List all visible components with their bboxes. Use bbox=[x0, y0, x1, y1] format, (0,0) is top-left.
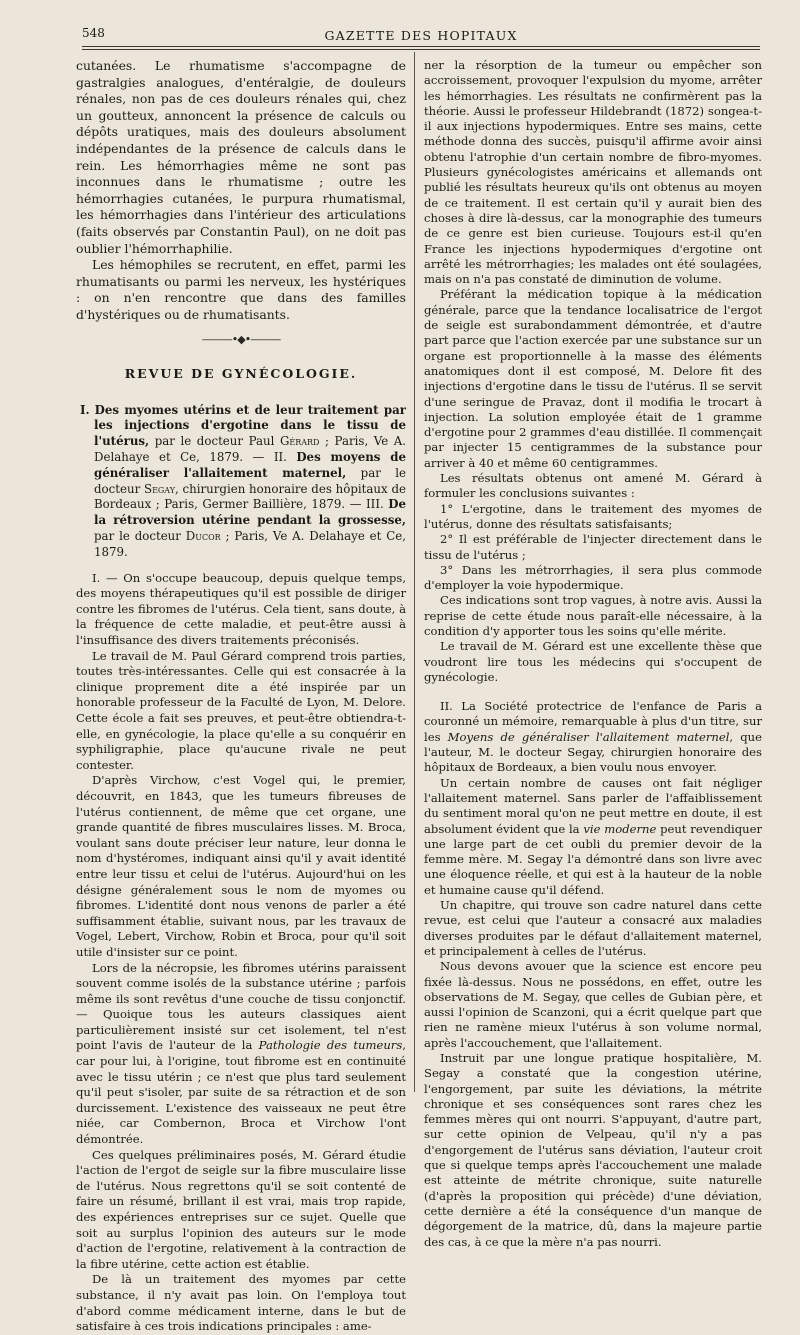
paragraph bbox=[424, 776, 762, 898]
paragraph-text: Lors de la nécropsie, les fibromes utérins paraissent souvent comme isolés de la substance utérine ; parfois même ils sont revêtus d'une couche de tissu conjonctif. — Quoique tous les auteurs classiques aient particulièrement insisté sur cet isolement, tel n'est point l'avis de l'auteur de la bbox=[76, 960, 406, 1053]
paragraph: Préférant la médication topique à la médication générale, parce que la tendance localisatrice de l'ergot de seigle est surabondamment démontrée, et d'autre part parce que l'action exercée par une substance sur un organe est proportionnelle à la masse des éléments anatomiques dont il est composé, M. Delore fit des injections d'ergotine dans le tissu de l'utérus. Il se servit d'une seringue de Pravaz, dont il modifia le trocart à injection. La solution employée était de 1 gramme d'ergotine pour 2 grammes d'eau distillée. Il commençait par injecter 15 centigrammes de la substance pour arriver à 40 et même 60 centigrammes. bbox=[424, 287, 762, 470]
section-gap bbox=[424, 685, 762, 699]
paragraph: Les résultats obtenus ont amené M. Gérard à formuler les conclusions suivantes : bbox=[424, 471, 762, 501]
ref-author: Gérard bbox=[279, 434, 320, 449]
paragraph-text: Un certain nombre de causes ont fait négliger l'allaitement maternel. Sans parler de l'affaiblissement du sentiment moral qu'on ne peut mettre en doute, il est absolument évident que la bbox=[424, 775, 762, 836]
paragraph-text: , que l'auteur, M. le docteur Segay, chirurgien honoraire des hôpitaux de Bordeaux, a bien voulu nous envoyer. bbox=[424, 729, 762, 775]
ref-text: par le docteur Paul bbox=[149, 434, 280, 449]
paragraph: Instruit par une longue pratique hospitalière, M. Segay a constaté que la congestion utérine, l'engorgement, par suite les déviations, la métrite chronique et ses conséquences sont rares chez les femmes mères qui ont nourri. S'appuyant, d'autre part, sur cette opinion de Velpeau, qu'il n'y a pas d'engorgement de l'utérus sans déviation, l'auteur croit que si quelque temps après l'accouchement une malade est atteinte de métrite chronique, suite naturelle (d'après la proposition qui précède) d'une déviation, cette dernière a été la conséquence d'un manque de dégorgement de la matrice, dû, dans la majeure partie des cas, à ce que la mère n'a pas nourri. bbox=[424, 1051, 762, 1249]
page-number: 548 bbox=[82, 26, 105, 40]
conclusion-item: 3° Dans les métrorrhagies, il sera plus commode d'employer la voie hypodermique. bbox=[424, 562, 762, 593]
paragraph: Un chapitre, qui trouve son cadre naturel dans cette revue, est celui que l'auteur a consacré aux maladies diverses produites par le défaut d'allaitement maternel, et principalement à celles de l'utérus. bbox=[424, 898, 762, 958]
section-title: REVUE DE GYNÉCOLOGIE. bbox=[124, 366, 358, 382]
paragraph: cutanées. Le rhumatisme s'accompagne de gastralgies analogues, d'entéralgie, de douleurs rénales, non pas de ces douleurs rénales qui, chez un goutteux, annoncent la présence de calculs ou dépôts uratiques, mais des douleurs absolument indépendantes de la présence de calculs dans le rein. Les hémorrhagies même ne sont pas inconnues dans le rhumatisme ; outre les hémorrhagies cutanées, le purpura rhumatismal, les hémorrhagies dans l'intérieur des articulations (faits observés par Constantin Paul), on ne doit pas oublier l'hémorrhaphilie. bbox=[76, 58, 406, 256]
ref-author: Segay bbox=[143, 481, 176, 496]
book-title: Pathologie des tumeurs bbox=[258, 1038, 403, 1053]
conclusion-item: 1° L'ergotine, dans le traitement des myomes de l'utérus, donne des résultats satisfaisants; bbox=[424, 501, 762, 531]
book-title: Moyens de généraliser l'allaitement maternel bbox=[447, 729, 730, 744]
paragraph: De là un traitement des myomes par cette substance, il n'y avait pas loin. On l'employa tout d'abord comme médicament interne, dans le but de satisfaire à ces trois indications principales : ame- bbox=[76, 1272, 406, 1334]
paragraph: Le travail de M. Paul Gérard comprend trois parties, toutes très-intéressantes. Celle qui est consacrée à la clinique proprement dite a été inspirée par un honorable professeur de la Faculté de Lyon, M. Delore. Cette école a fait ses preuves, et peut-être obtiendra-t-elle, en gynécologie, la place qu'elle a su conquérir en syphiligraphie, place qu'aucune rivale ne peut contester. bbox=[76, 648, 406, 772]
paragraph: Nous devons avouer que la science est encore peu fixée là-dessus. Nous ne possédons, en effet, outre les observations de M. Segay, que celles de Gubian père, et aussi l'opinion de Scanzoni, qui a écrit quelque part que rien ne ramène mieux l'utérus à son volume normal, après l'accouchement, que l'allaitement. bbox=[424, 959, 762, 1050]
ref-title: De la rétroversion utérine pendant la grossesse, bbox=[94, 497, 406, 528]
journal-title: GAZETTE DES HOPITAUX bbox=[324, 28, 518, 43]
header-rule-top bbox=[82, 46, 760, 47]
page-header bbox=[82, 24, 760, 44]
right-column bbox=[424, 58, 762, 1250]
paragraph-text: II. La Société protectrice de l'enfance de Paris a couronné un mémoire, remarquable à plus d'un titre, sur les bbox=[424, 699, 762, 744]
ref-number: II. bbox=[273, 450, 297, 465]
ref-publisher: , chirurgien honoraire des hôpitaux de Bordeaux ; Paris, Germer Baillière, 1879. — bbox=[94, 481, 406, 512]
ref-text: par le docteur bbox=[94, 465, 407, 496]
header-rule-bottom bbox=[82, 49, 760, 50]
emphasis: vie moderne bbox=[583, 821, 657, 836]
ref-publisher: ; Paris, Ve A. Delahaye et Ce, 1879. — bbox=[94, 434, 406, 465]
ref-author: Ducor bbox=[185, 529, 221, 544]
paragraph: ner la résorption de la tumeur ou empêcher son accroissement, provoquer l'expulsion du myome, arrêter les hémorrhagies. Les résultats ne confirmèrent pas la théorie. Aussi le professeur Hildebrandt (1872) songea-t-il aux injections hypodermiques. Entre ses mains, cette méthode donna des succès, puisqu'il affirme avoir ainsi obtenu l'atrophie d'un certain nombre de fibro-myomes. Plusieurs gynécologistes américains et allemands ont publié les résultats heureux qu'ils ont obtenus au moyen de ce traitement. Il est certain qu'il y aurait bien des choses à dire là-dessus, car la monographie des tumeurs de ce genre est bien curieuse. Toujours est-il qu'en France les injections hypodermiques d'ergotine ont arrêté les métrorrhagies; les malades ont été soulagées, mais on n'a pas constaté de diminution de volume. bbox=[424, 58, 762, 287]
conclusion-item: 2° Il est préférable de l'injecter directement dans le tissu de l'utérus ; bbox=[424, 532, 762, 562]
paragraph: I. — On s'occupe beaucoup, depuis quelque temps, des moyens thérapeutiques qu'il est possible de diriger contre les fibromes de l'utérus. Cela tient, sans doute, à la fréquence de cette maladie, et peut-être aussi à l'insuffisance des divers traitements préconisés. bbox=[76, 570, 406, 648]
bibliography-references bbox=[76, 403, 406, 561]
ornament-separator: ———•◆•——— bbox=[201, 332, 281, 346]
paragraph bbox=[76, 961, 406, 1148]
paragraph: Les hémophiles se recrutent, en effet, parmi les rhumatisants ou parmi les nerveux, les hystériques : on n'en rencontre que dans des familles d'hystériques ou de rhumatisants. bbox=[76, 257, 406, 322]
ref-title: Des myomes utérins et de leur traitement par les injections d'ergotine dans le tissu de l'utérus, bbox=[94, 402, 406, 449]
paragraph: Le travail de M. Gérard est une excellente thèse que voudront lire tous les médecins qui s'occupent de gynécologie. bbox=[424, 639, 762, 684]
ref-title: Des moyens de généraliser l'allaitement maternel, bbox=[94, 450, 406, 480]
ref-text: par le docteur bbox=[94, 529, 186, 544]
ref-publisher: ; Paris, Ve A. Delahaye et Ce, 1879. bbox=[94, 529, 407, 559]
column-divider bbox=[414, 52, 415, 1092]
paragraph: Ces quelques préliminaires posés, M. Gérard étudie l'action de l'ergot de seigle sur la fibre musculaire lisse de l'utérus. Nous regrettons qu'il se soit contenté de faire un résumé, brillant il est vrai, mais trop rapide, des expériences entreprises sur ce sujet. Quelle que soit au surplus l'opinion des auteurs sur le mode d'action de l'ergotine, relativement à la contraction de la fibre utérine, cette action est établie. bbox=[76, 1147, 406, 1271]
paragraph bbox=[424, 699, 762, 775]
paragraph-text: , car pour lui, à l'origine, tout fibrome est en continuité avec le tissu utérin ; ce n'est que plus tard seulement qu'il peut s'isoler, par suite de sa rétraction et de son durcissement. L'existence des vaisseaux ne peut être niée, car Combernon, Broca et Virchow l'ont démontrée. bbox=[76, 1038, 406, 1147]
left-column bbox=[76, 58, 406, 1335]
paragraph: Ces indications sont trop vagues, à notre avis. Aussi la reprise de cette étude nous paraît-elle nécessaire, à la condition d'y apporter tous les soins qu'elle mérite. bbox=[424, 593, 762, 638]
ref-number: I. bbox=[80, 402, 90, 417]
ref-number: III. bbox=[366, 497, 389, 512]
paragraph: D'après Virchow, c'est Vogel qui, le premier, découvrit, en 1843, que les tumeurs fibreuses de l'utérus contiennent, de même que cet organe, une grande quantité de fibres musculaires lisses. M. Broca, voulant sans doute préciser leur nature, leur donna le nom d'hystéromes, indiquant ainsi qu'il y avait identité entre leur tissu et celui de l'utérus. Aujourd'hui on les désigne généralement sous le nom de myomes ou fibromes. L'identité dont nous venons de parler a été suffisamment établie, suivant nous, par les travaux de Vogel, Lebert, Virchow, Robin et Broca, pour qu'il soit utile d'insister sur ce point. bbox=[76, 773, 406, 959]
paragraph-text: peut revendiquer une large part de cet oubli du premier devoir de la femme mère. M. Segay l'a démontré dans son livre avec une éloquence réelle, et qui est à la hauteur de la noble et humaine cause qu'il défend. bbox=[424, 821, 763, 897]
